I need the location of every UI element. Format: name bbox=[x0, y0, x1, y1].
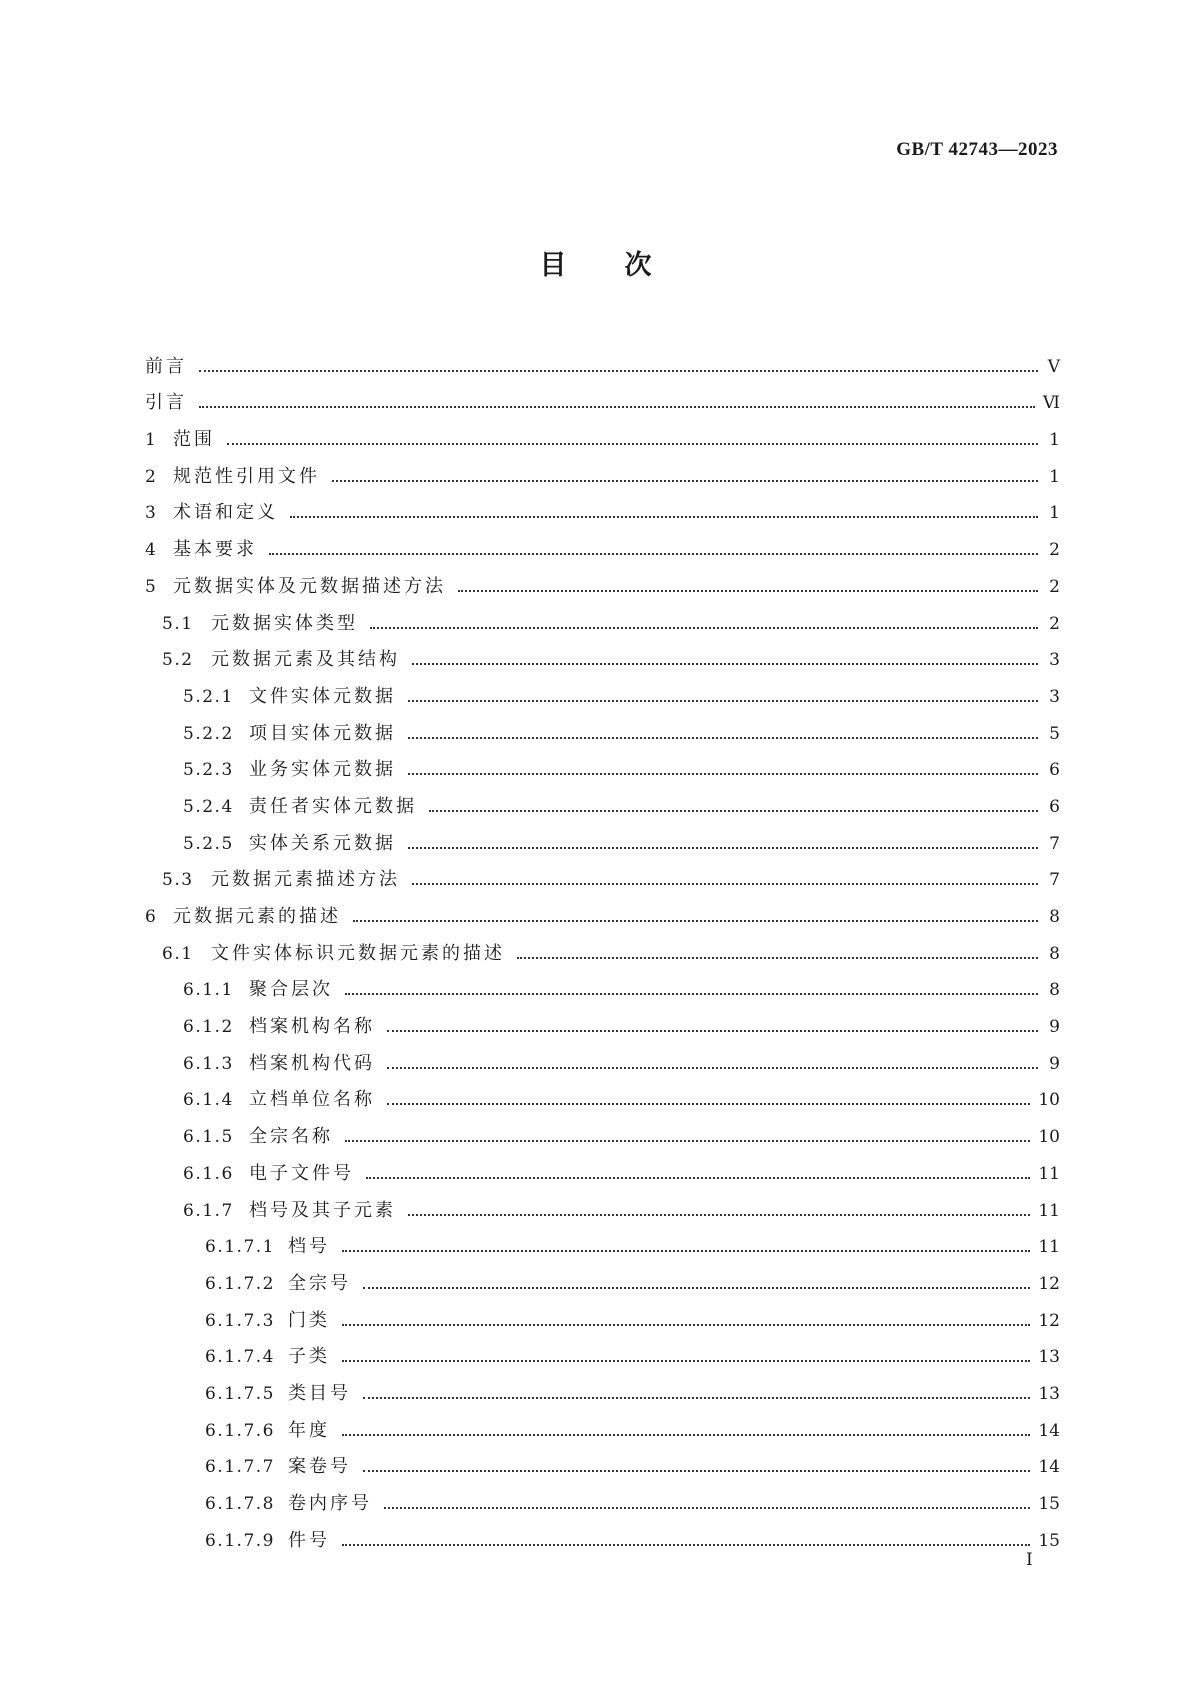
toc-entry-page: 6 bbox=[1049, 796, 1060, 817]
toc-entry-label: 术语和定义 bbox=[173, 502, 278, 524]
toc-entry-page: 11 bbox=[1038, 1200, 1060, 1221]
toc-entry-number: 6.1.4 bbox=[183, 1090, 234, 1111]
toc-entry-label: 全宗号 bbox=[288, 1272, 351, 1294]
toc-entry-page: 13 bbox=[1038, 1383, 1060, 1404]
toc-entry-label: 件号 bbox=[288, 1529, 330, 1551]
toc-entry-number: 6.1 bbox=[162, 943, 194, 964]
toc-dot-leader bbox=[363, 1397, 1030, 1399]
toc-entry-number: 6.1.7.8 bbox=[205, 1494, 275, 1514]
toc-entry-number: 6.1.7.2 bbox=[205, 1273, 275, 1294]
toc-entry-page: 11 bbox=[1038, 1237, 1060, 1258]
toc-entry-page: 7 bbox=[1049, 833, 1060, 854]
toc-entry-label: 前言 bbox=[145, 355, 187, 377]
toc-entry-number: 4 bbox=[145, 540, 158, 561]
toc-entry-page: 9 bbox=[1049, 1053, 1060, 1074]
toc-dot-leader bbox=[408, 1214, 1030, 1216]
toc-dot-leader bbox=[342, 1434, 1030, 1436]
toc-entry-page: 9 bbox=[1049, 1017, 1060, 1038]
toc-entry-page: 12 bbox=[1038, 1273, 1060, 1294]
toc-entry-label: 元数据元素描述方法 bbox=[211, 869, 400, 891]
toc-entry[interactable] bbox=[145, 855, 1060, 892]
toc-entry-label: 卷内序号 bbox=[288, 1493, 372, 1514]
toc-dot-leader bbox=[517, 957, 1038, 959]
toc-entry-number: 2 bbox=[145, 466, 158, 487]
toc-entry-number: 5.2 bbox=[162, 650, 194, 671]
toc-entry[interactable] bbox=[145, 965, 1060, 1002]
toc-entry-label: 全宗名称 bbox=[249, 1126, 333, 1148]
toc-entry-label: 聚合层次 bbox=[249, 979, 333, 1001]
toc-entry-page: 15 bbox=[1038, 1530, 1060, 1551]
page-title: 目次 bbox=[539, 250, 710, 281]
toc-entry-page: 1 bbox=[1049, 466, 1060, 487]
toc-dot-leader bbox=[342, 1544, 1030, 1546]
toc-entry[interactable] bbox=[145, 708, 1060, 745]
toc-entry-page: 15 bbox=[1038, 1494, 1060, 1514]
toc-entry-number: 6.1.6 bbox=[183, 1163, 234, 1184]
toc-entry[interactable] bbox=[145, 1478, 1060, 1515]
toc-entry[interactable] bbox=[145, 1442, 1060, 1479]
toc-dot-leader bbox=[363, 1287, 1030, 1289]
toc-entry-label: 元数据实体及元数据描述方法 bbox=[173, 575, 446, 597]
toc-entry-label: 引言 bbox=[145, 392, 187, 414]
toc-entry-page: 13 bbox=[1038, 1347, 1060, 1368]
toc-entry[interactable] bbox=[145, 1515, 1060, 1552]
toc-entry[interactable] bbox=[145, 561, 1060, 598]
toc-dot-leader bbox=[227, 443, 1038, 445]
toc-dot-leader bbox=[342, 1360, 1030, 1362]
toc-entry[interactable] bbox=[145, 341, 1060, 378]
toc-entry-number: 5.2.2 bbox=[183, 723, 234, 744]
toc-dot-leader bbox=[384, 1507, 1030, 1509]
toc-entry[interactable] bbox=[145, 781, 1060, 818]
toc-dot-leader bbox=[412, 663, 1038, 665]
toc-entry-page: 8 bbox=[1049, 980, 1060, 1001]
toc-entry-label: 责任者实体元数据 bbox=[249, 795, 417, 817]
toc-entry-page: 10 bbox=[1038, 1127, 1060, 1148]
toc-entry-label: 规范性引用文件 bbox=[173, 465, 320, 487]
toc-entry-number: 1 bbox=[145, 430, 158, 451]
toc-entry[interactable] bbox=[145, 1038, 1060, 1075]
toc-entry-page: 1 bbox=[1049, 503, 1060, 524]
toc-entry-page: 8 bbox=[1049, 943, 1060, 964]
standard-code: GB/T 42743—2023 bbox=[896, 139, 1058, 160]
toc-entry[interactable] bbox=[145, 1295, 1060, 1332]
toc-entry-page: 1 bbox=[1049, 430, 1060, 451]
toc-entry[interactable] bbox=[145, 1001, 1060, 1038]
toc-entry[interactable] bbox=[145, 378, 1060, 415]
toc-entry-page: 14 bbox=[1038, 1420, 1060, 1441]
toc-entry-label: 档号 bbox=[288, 1236, 330, 1258]
toc-entry-page: 11 bbox=[1038, 1163, 1060, 1184]
toc-dot-leader bbox=[370, 627, 1038, 629]
toc-dot-leader bbox=[199, 406, 1035, 408]
toc-entry[interactable] bbox=[145, 1222, 1060, 1259]
toc-entry-label: 档案机构名称 bbox=[249, 1016, 375, 1038]
toc-entry[interactable] bbox=[145, 1185, 1060, 1222]
toc-entry-page: 5 bbox=[1049, 723, 1060, 744]
toc-entry-number: 6.1.7.9 bbox=[205, 1530, 275, 1551]
toc-entry-number: 6.1.1 bbox=[183, 980, 234, 1001]
toc-entry[interactable] bbox=[145, 671, 1060, 708]
toc-entry-label: 类目号 bbox=[288, 1382, 351, 1404]
toc-entry[interactable] bbox=[145, 635, 1060, 672]
toc-entry[interactable] bbox=[145, 1075, 1060, 1112]
toc-entry-label: 基本要求 bbox=[173, 539, 257, 561]
toc-dot-leader bbox=[353, 920, 1038, 922]
toc-dot-leader bbox=[345, 993, 1038, 995]
toc-dot-leader bbox=[290, 516, 1038, 518]
toc-dot-leader bbox=[199, 370, 1038, 372]
toc-dot-leader bbox=[408, 700, 1038, 702]
toc-entry-page: 12 bbox=[1038, 1310, 1060, 1331]
toc-entry-label: 元数据元素的描述 bbox=[173, 906, 341, 927]
toc-entry[interactable] bbox=[145, 488, 1060, 525]
toc-entry-label: 文件实体标识元数据元素的描述 bbox=[211, 942, 505, 964]
toc-dot-leader bbox=[429, 810, 1038, 812]
toc-entry-label: 年度 bbox=[288, 1419, 330, 1441]
toc-entry-page: Ⅵ bbox=[1042, 393, 1060, 414]
toc-entry-label: 范围 bbox=[173, 429, 215, 451]
toc-entry-page: 8 bbox=[1049, 907, 1060, 927]
toc-entry-number: 6.1.5 bbox=[183, 1127, 234, 1148]
toc-entry-number: 5.1 bbox=[162, 613, 194, 634]
toc-entry-number: 6.1.2 bbox=[183, 1017, 234, 1038]
toc-entry[interactable] bbox=[145, 1368, 1060, 1405]
toc-entry-number: 6.1.7.4 bbox=[205, 1347, 275, 1368]
toc-entry-page: 2 bbox=[1049, 613, 1060, 634]
toc-entry-label: 档号及其子元素 bbox=[249, 1199, 396, 1221]
toc-entry-page: 10 bbox=[1038, 1090, 1060, 1111]
toc-entry-page: 14 bbox=[1038, 1457, 1060, 1478]
toc-dot-leader bbox=[387, 1067, 1038, 1069]
toc-entry-label: 立档单位名称 bbox=[249, 1089, 375, 1111]
toc-entry-number: 5.2.3 bbox=[183, 760, 234, 781]
toc-entry[interactable] bbox=[145, 451, 1060, 488]
toc-entry[interactable] bbox=[145, 745, 1060, 782]
table-of-contents bbox=[145, 341, 1060, 1552]
toc-dot-leader bbox=[412, 883, 1038, 885]
toc-dot-leader bbox=[269, 553, 1038, 555]
toc-dot-leader bbox=[363, 1470, 1030, 1472]
toc-dot-leader bbox=[458, 590, 1038, 592]
toc-entry-number: 6.1.7.3 bbox=[205, 1310, 275, 1331]
toc-entry[interactable] bbox=[145, 524, 1060, 561]
toc-entry-page: 7 bbox=[1049, 870, 1060, 891]
toc-dot-leader bbox=[408, 737, 1038, 739]
toc-entry-label: 业务实体元数据 bbox=[249, 759, 396, 781]
toc-entry-page: 2 bbox=[1049, 540, 1060, 561]
toc-dot-leader bbox=[408, 773, 1038, 775]
toc-entry-label: 档案机构代码 bbox=[249, 1052, 375, 1074]
toc-entry-number: 6.1.7.1 bbox=[205, 1237, 275, 1258]
toc-dot-leader bbox=[342, 1324, 1030, 1326]
toc-entry-number: 6.1.7.7 bbox=[205, 1457, 275, 1478]
toc-entry-number: 5.3 bbox=[162, 870, 194, 891]
toc-dot-leader bbox=[387, 1030, 1038, 1032]
toc-entry[interactable] bbox=[145, 928, 1060, 965]
toc-entry-label: 项目实体元数据 bbox=[249, 722, 396, 744]
toc-dot-leader bbox=[387, 1103, 1030, 1105]
toc-entry-number: 6 bbox=[145, 907, 158, 927]
toc-entry[interactable] bbox=[145, 598, 1060, 635]
toc-entry-page: 6 bbox=[1049, 760, 1060, 781]
toc-entry[interactable] bbox=[145, 1148, 1060, 1185]
toc-entry[interactable] bbox=[145, 1258, 1060, 1295]
toc-entry-label: 门类 bbox=[288, 1309, 330, 1331]
toc-entry-label: 元数据实体类型 bbox=[211, 612, 358, 634]
toc-entry-label: 元数据元素及其结构 bbox=[211, 649, 400, 671]
toc-entry-page: 3 bbox=[1049, 686, 1060, 707]
page-number: Ⅰ bbox=[1026, 1550, 1033, 1570]
toc-entry-page: 2 bbox=[1049, 576, 1060, 597]
toc-entry[interactable] bbox=[145, 891, 1060, 928]
toc-entry-number: 3 bbox=[145, 503, 158, 524]
toc-entry[interactable] bbox=[145, 818, 1060, 855]
toc-dot-leader bbox=[342, 1250, 1030, 1252]
toc-entry-label: 案卷号 bbox=[288, 1456, 351, 1478]
toc-entry-label: 实体关系元数据 bbox=[249, 832, 396, 854]
toc-dot-leader bbox=[332, 480, 1038, 482]
toc-entry[interactable] bbox=[145, 1332, 1060, 1369]
toc-entry-number: 5 bbox=[145, 576, 158, 597]
toc-entry-page: Ⅴ bbox=[1047, 356, 1060, 377]
toc-dot-leader bbox=[408, 847, 1038, 849]
toc-entry-number: 5.2.1 bbox=[183, 686, 234, 707]
toc-entry-number: 5.2.4 bbox=[183, 796, 234, 817]
toc-dot-leader bbox=[345, 1140, 1030, 1142]
toc-entry-number: 5.2.5 bbox=[183, 833, 234, 854]
toc-entry[interactable] bbox=[145, 414, 1060, 451]
toc-entry-number: 6.1.7.5 bbox=[205, 1383, 275, 1404]
toc-entry-label: 电子文件号 bbox=[249, 1162, 354, 1184]
toc-entry-label: 子类 bbox=[288, 1346, 330, 1368]
toc-dot-leader bbox=[366, 1177, 1030, 1179]
toc-entry-number: 6.1.7 bbox=[183, 1200, 234, 1221]
toc-entry-number: 6.1.7.6 bbox=[205, 1420, 275, 1441]
toc-entry[interactable] bbox=[145, 1111, 1060, 1148]
toc-entry-label: 文件实体元数据 bbox=[249, 685, 396, 707]
toc-entry[interactable] bbox=[145, 1405, 1060, 1442]
toc-entry-page: 3 bbox=[1049, 650, 1060, 671]
toc-entry-number: 6.1.3 bbox=[183, 1053, 234, 1074]
